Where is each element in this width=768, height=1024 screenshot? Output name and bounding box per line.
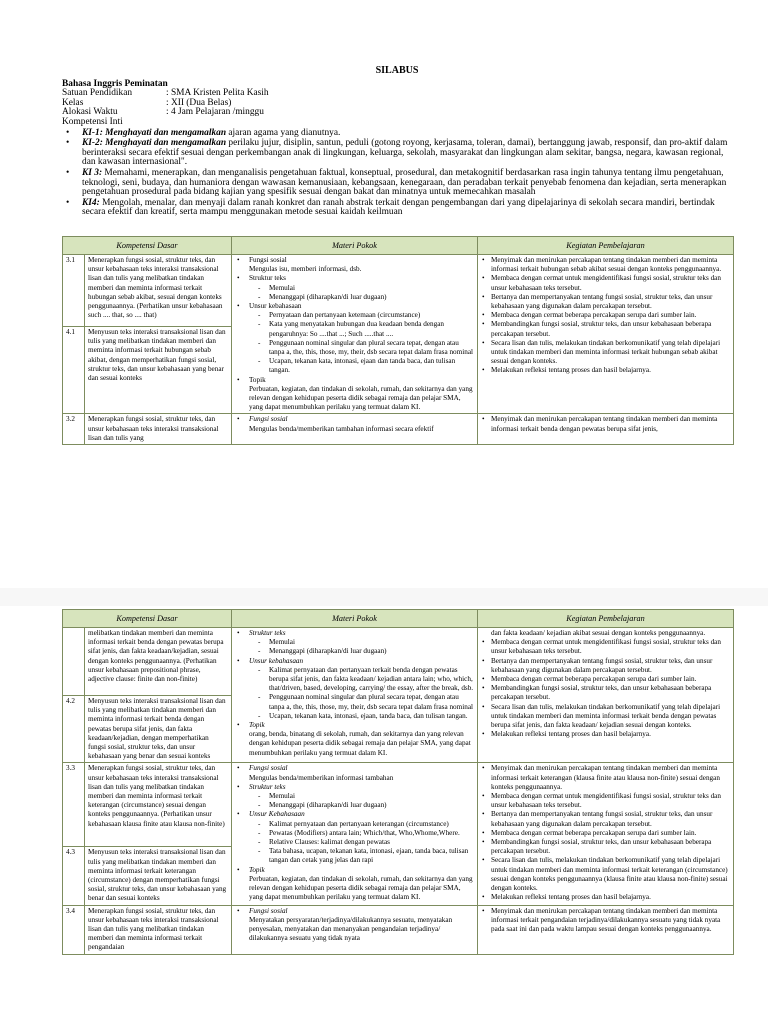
bullet-icon: •: [482, 730, 485, 739]
bullet-icon: •: [482, 292, 485, 301]
ki-text: Mengolah, menalar, dan menyaji dalam ranah konkret dan ranah abstrak terkait dengan pengembangan dari yang dipelajarinya di sekolah secara mandiri, bertindak secara efektif dan kreatif, serta mampu menggunakan metode sesuai kaidah keilmuan: [82, 197, 715, 218]
bullet-icon: •: [482, 702, 485, 711]
mp-text: Perbuatan, kegiatan, dan tindakan di sekolah, rumah, dan sekitarnya dan yang relevan dengan kehidupan peserta didik sebagai remaja dan pelajar SMA, yang dapat menumbuhkan perilaku yang termuat dalam KI.: [249, 384, 473, 412]
info-row: [62, 89, 732, 99]
info-key: Alokasi Waktu: [62, 107, 118, 118]
kd-text: Menyusun teks interaksi transaksional lisan dan tulis yang melibatkan tindakan memberi dan meminta informasi terkait keterangan (circumstance) dengan memperhatikan fungsi sosial, struktur teks, dan unsur kebahasaan yang benar dan sesuai konteks: [85, 847, 232, 905]
header-kompetensi-dasar: Kompetensi Dasar: [63, 610, 232, 628]
mp-title: Fungsi sosial: [249, 764, 288, 773]
ki-bold: :: [96, 197, 100, 208]
kd-text: Menerapkan fungsi sosial, struktur teks, dan unsur kebahasaan teks interaksi transaksional lisan dan tulis yang melibatkan tindakan memberi dan meminta informasi terkait keterangan (circumstance) sesuai dengan konteks penggunaannya. (Perhatikan unsur kebahasaan klausa finite atau klausa non-finite): [85, 763, 232, 847]
table-row: [63, 414, 734, 445]
kp-item: [481, 293, 730, 311]
mp-sub-item: [249, 357, 474, 375]
table-header-row: [63, 610, 734, 628]
kp-text: Menyimak dan menirukan percakapan tentang tindakan memberi dan meminta informasi terkait pengandaian terjadinya/dilakukannya sesuatu yang tidak nyata pada saat ini dan pada waktu lampau sesuai dengan konteks penggunaannya.: [491, 906, 721, 934]
info-key: Satuan Pendidikan: [62, 88, 133, 99]
bullet-icon: •: [237, 656, 240, 665]
mp-sub-text: Pernyataan dan pertanyaan ketemaan (circumstance): [269, 311, 421, 320]
table-row: [63, 255, 734, 327]
kp-item: [481, 730, 730, 739]
subject-title: Bahasa Inggris Peminatan: [62, 78, 168, 89]
ki-text: perilaku jujur, disiplin, santun, peduli (gotong royong, kerjasama, toleran, damai), bertanggung jawab, responsif, dan pro-aktif dalam berinteraksi secara efektif sesuai dengan perkembangan anak di lingkungan, keluarga, sekolah, masyarakat dan lingkungan alam sekitar, bangsa, negara, kawasan regional, dan kawasan internasional".: [82, 138, 728, 168]
mp-item: [235, 721, 474, 758]
mp-sub-text: Penggunaan nominal singular dan plural secara tepat, dengan atau tanpa a, the, this, those, my, their, dsb secara tepat dalam frasa nominal: [269, 338, 474, 357]
bullet-icon: •: [237, 256, 240, 264]
kp-text: Melakukan refleksi tentang proses dan hasil belajarnya.: [491, 893, 651, 902]
kp-item: [481, 320, 730, 338]
ki-label: KI 3: [82, 167, 99, 178]
kp-text: Secara lisan dan tulis, melakukan tindakan berkomunikatif yang telah dipelajari untuk tindakan memberi dan meminta informasi terkait hubungan sebab akibat sesuai dengan konteks.: [491, 338, 721, 366]
table-header-row: [63, 237, 734, 255]
bullet-icon: •: [482, 838, 485, 847]
mp-title: Struktur teks: [249, 274, 286, 283]
kp-text: Membaca dengan cermat untuk mengidentifikasi fungsi sosial, struktur teks dan unsur kebahasaan teks tersebut.: [491, 638, 721, 656]
kegiatan-cell: [478, 414, 734, 445]
kp-text: Bertanya dan mempertanyakan tentang fungsi sosial, struktur teks, dan unsur kebahasaan yang digunakan dalam percakapan tersebut.: [491, 810, 713, 828]
bullet-icon: •: [237, 415, 240, 424]
dash-icon: -: [258, 838, 261, 847]
mp-item: [235, 376, 474, 413]
table-row: [63, 905, 734, 954]
bullet-icon: •: [66, 127, 70, 138]
ki-label: KI4: [82, 197, 97, 208]
header-materi-pokok: Materi Pokok: [232, 610, 478, 628]
mp-item: [235, 415, 474, 433]
bullet-icon: •: [482, 311, 485, 320]
kp-text: Membaca dengan cermat beberapa percakapan serupa dari sumber lain.: [491, 675, 697, 684]
kd-number: 4.1: [63, 327, 85, 414]
kp-item: [481, 311, 730, 320]
bullet-icon: •: [237, 764, 240, 773]
dash-icon: -: [258, 792, 261, 801]
bullet-icon: •: [66, 197, 70, 208]
dash-icon: -: [258, 320, 261, 329]
mp-title: Topik: [249, 375, 266, 384]
bullet-icon: •: [482, 675, 485, 684]
kp-text: Membandingkan fungsi sosial, struktur teks, dan unsur kebahasaan beberapa percakapan tersebut.: [491, 320, 712, 338]
kd-number: [63, 628, 85, 696]
header-kegiatan-pembelajaran: Kegiatan Pembelajaran: [478, 237, 734, 255]
mp-sub-item: [249, 293, 474, 302]
mp-item: [235, 629, 474, 657]
mp-sub-item: [249, 829, 474, 838]
page-gap: [0, 588, 768, 606]
bullet-icon: •: [482, 764, 485, 773]
kd-number: 3.1: [63, 255, 85, 327]
kp-item: [481, 829, 730, 838]
bullet-icon: •: [237, 810, 240, 819]
mp-sub-item: [249, 647, 474, 656]
bullet-icon: •: [237, 274, 240, 283]
kd-text: Menerapkan fungsi sosial, struktur teks, dan unsur kebahasaan teks interaksi transaksional lisan dan tulis yang melibatkan tindakan memberi dan meminta informasi terkait pengandaian: [85, 905, 232, 954]
mp-sub-text: Kalimat pernyataan dan pertanyaan terkait benda dengan pewatas berupa sifat jenis, dan fakta keadaan/ kejadian antara lain; who, which, that/driven, based, developing, carrying/ the essay, after the break, dsb.: [269, 665, 474, 693]
kp-item: [481, 415, 730, 433]
bullet-icon: •: [482, 828, 485, 837]
info-key: Kelas: [62, 97, 84, 108]
syllabus-header: [62, 66, 732, 218]
bullet-icon: •: [237, 782, 240, 791]
mp-sub-item: [249, 838, 474, 847]
mp-title: Topik: [249, 865, 265, 874]
dash-icon: -: [258, 638, 261, 647]
kd-number: 3.4: [63, 905, 85, 954]
mp-sub-item: [249, 801, 474, 810]
kp-item: [481, 792, 730, 810]
kp-item: [481, 684, 730, 702]
header-kompetensi-dasar: Kompetensi Dasar: [63, 237, 232, 255]
bullet-icon: •: [237, 721, 240, 730]
ki-text: Memahami, menerapkan, dan menganalisis pengetahuan faktual, konseptual, prosedural, dan metakognitif berdasarkan rasa ingin tahunya tentang ilmu pengetahuan, teknologi, seni, budaya, dan humaniora dengan wawasan kemanusiaan, kebangsaan, kenegaraan, dan peradaban terkait penyebab fenomena dan kejadian, serta menerapkan pengetahuan prosedural pada bidang kajian yang spesifik sesuai dengan bakat dan minatnya untuk memecahkan masalah: [82, 167, 727, 198]
mp-text: Mengulas benda/memberikan informasi tambahan: [249, 773, 394, 782]
mp-sub-text: Ucapan, tekanan kata, intonasi, ejaan, tanda baca, dan tulisan tangan.: [269, 711, 468, 720]
mp-title: Unsur kebahasaan: [249, 656, 304, 665]
kp-item: [481, 256, 730, 274]
bullet-icon: •: [66, 138, 70, 149]
bullet-icon: •: [482, 656, 485, 665]
kp-text: Bertanya dan mempertanyakan tentang fungsi sosial, struktur teks, dan unsur kebahasaan yang digunakan dalam percakapan tersebut.: [491, 292, 713, 311]
dash-icon: -: [258, 711, 261, 720]
dash-icon: -: [258, 647, 261, 656]
bullet-icon: •: [482, 366, 485, 375]
kp-item: [481, 838, 730, 856]
mp-sub-item: [249, 638, 474, 647]
kd-text: Menyusun teks interaksi transaksional lisan dan tulis yang melibatkan tindakan memberi dan meminta informasi terkait benda dengan pewatas berupa sifat jenis, dan fakta keadaan/kejadian, dengan memperhatikan fungsi sosial, struktur teks, dan unsur kebahasaan yang benar dan sesuai konteks: [85, 696, 232, 763]
kp-text: Membandingkan fungsi sosial, struktur teks, dan unsur kebahasaan beberapa percakapan tersebut.: [491, 838, 712, 856]
mp-sub-item: [249, 712, 474, 721]
mp-text: Mengulas isu, memberi informasi, dsb.: [249, 265, 362, 274]
kd-number: 4.2: [63, 696, 85, 763]
ki-item: [62, 169, 732, 198]
bullet-icon: •: [482, 256, 485, 264]
bullet-icon: •: [237, 906, 240, 915]
bullet-icon: •: [482, 684, 485, 693]
mp-title: Struktur teks: [249, 629, 286, 637]
mp-sub-item: [249, 666, 474, 694]
kp-text: Melakukan refleksi tentang proses dan hasil belajarnya.: [491, 366, 651, 375]
syllabus-table-2: [62, 609, 734, 955]
kp-item: [481, 638, 730, 656]
mp-sub-text: Tata bahasa, ucapan, tekanan kata, intonasi, ejaan, tanda baca, tulisan tangan dan cetak yang jelas dan rapi: [269, 847, 469, 865]
ki-text: ajaran agama yang dianutnya.: [226, 127, 341, 138]
mp-text: Menyatakan persyaratan/terjadinya/dilakukannya sesuatu, menyatakan penyesalan, menyatakan dan menanyakan pengandaian terjadinya/ dilakukannya sesuatu yang tidak nyata: [249, 915, 453, 943]
bullet-icon: •: [482, 893, 485, 902]
kp-item: [481, 907, 730, 935]
bullet-icon: •: [237, 865, 240, 874]
mp-item: [235, 302, 474, 376]
mp-title: Fungsi sosial: [249, 415, 288, 424]
kp-item: [481, 675, 730, 684]
ki-label: KI-1: [82, 127, 100, 138]
mp-title: Unsur kebahasaan: [249, 302, 302, 311]
mp-sub-text: Kalimat pernyataan dan pertanyaan keterangan (circumstance): [269, 819, 449, 828]
mp-sub-text: Menanggapi (diharapkan/di luar dugaan): [269, 647, 387, 656]
ki-item: [62, 129, 732, 139]
mp-sub-item: [249, 339, 474, 357]
materi-pokok-cell: [232, 763, 478, 905]
mp-sub-text: Kata yang menyatakan hubungan dua keadaan benda dengan pengaruhnya: So ....that ...; Such .....that ....: [269, 320, 445, 338]
dash-icon: -: [258, 828, 261, 837]
materi-pokok-cell: [232, 628, 478, 763]
kp-item: [481, 703, 730, 731]
kp-text: Membaca dengan cermat untuk mengidentifikasi fungsi sosial, struktur teks dan unsur kebahasaan teks tersebut.: [491, 792, 721, 810]
kp-item: [481, 856, 730, 893]
kegiatan-cell: [478, 628, 734, 763]
mp-item: [235, 783, 474, 811]
table-row: [63, 628, 734, 696]
kegiatan-cell: [478, 763, 734, 905]
kp-text: Menyimak dan menirukan percakapan tentang tindakan memberi dan meminta informasi terkait hubungan sebab akibat sesuai dengan konteks penggunaannya.: [491, 256, 722, 274]
ki-item: [62, 199, 732, 218]
ki-label: KI-2: [82, 138, 100, 149]
info-row: [62, 99, 732, 109]
mp-sub-item: [249, 320, 474, 338]
kp-text: Secara lisan dan tulis, melakukan tindakan berkomunikatif yang telah dipelajari untuk tindakan memberi dan meminta informasi terkait keterangan (circumstance) sesuai dengan konteks penggunaannya (klausa finite atau klausa non-finite) sesuai dengan konteks.: [491, 856, 728, 893]
kp-item: [481, 366, 730, 375]
mp-title: Struktur teks: [249, 782, 286, 791]
bullet-icon: •: [237, 302, 240, 311]
dash-icon: -: [258, 283, 261, 292]
info-value: : 4 Jam Pelajaran /minggu: [166, 107, 264, 118]
ki-bold: : Menghayati dan mengamalkan: [99, 127, 227, 138]
dash-icon: -: [258, 357, 261, 366]
mp-item: [235, 274, 474, 302]
header-materi-pokok: Materi Pokok: [232, 237, 478, 255]
mp-title: Fungsi sosial: [249, 906, 288, 915]
kp-item: [481, 893, 730, 902]
mp-sub-text: Relative Clauses: kalimat dengan pewatas: [269, 838, 390, 847]
mp-sub-item: [249, 847, 474, 865]
mp-sub-text: Memulai: [269, 283, 295, 292]
bullet-icon: •: [66, 167, 70, 178]
table-row: [63, 763, 734, 847]
info-value: : XII (Dua Belas): [166, 97, 232, 108]
ki-bold: :: [98, 167, 103, 178]
kd-text: Menyusun teks interaksi transaksional lisan dan tulis yang melibatkan tindakan memberi dan meminta informasi terkait hubungan sebab akibat, dengan memperhatikan fungsi sosial, struktur teks, dan unsur kebahasaan yang benar dan sesuai konteks: [85, 327, 232, 414]
kp-text: Menyimak dan menirukan percakapan tentang tindakan memberi dan meminta informasi terkait keterangan (klausa finite atau klausa non-finite) sesuai dengan konteks penggunaannya.: [491, 764, 720, 791]
dash-icon: -: [258, 311, 261, 320]
mp-item: [235, 907, 474, 944]
kd-number: 3.3: [63, 763, 85, 847]
mp-text: orang, benda, binatang di sekolah, rumah, dan sekitarnya dan yang relevan dengan kehidupan peserta didik sebagai remaja dan pelajar SMA, yang dapat menumbuhkan perilaku yang termuat dalam KI.: [249, 730, 471, 757]
ki-item: [62, 139, 732, 168]
kp-text: Menyimak dan menirukan percakapan tentang tindakan memberi dan meminta informasi terkait benda dengan pewatas berupa sifat jenis,: [491, 415, 718, 433]
kp-text: Bertanya dan mempertanyakan tentang fungsi sosial, struktur teks, dan unsur kebahasaan yang digunakan dalam percakapan tersebut.: [491, 656, 713, 674]
mp-text: Mengulas benda/memberikan tambahan informasi secara efektif: [249, 424, 434, 433]
ki-heading: Kompetensi Inti: [62, 116, 123, 127]
dash-icon: -: [258, 801, 261, 810]
kp-item: [481, 810, 730, 828]
kd-text: melibatkan tindakan memberi dan meminta informasi terkait benda dengan pewatas berupa sifat jenis, dan fakta keadaan/kejadian, sesuai dengan konteks penggunaannya. (Perhatikan unsur kebahasaan prepositional phrase, adjective clause: finite dan non-finite): [85, 628, 232, 696]
mp-title: Unsur Kebahasaan: [249, 810, 305, 819]
mp-sub-item: [249, 693, 474, 711]
bullet-icon: •: [482, 906, 485, 915]
kp-text: Membaca dengan cermat beberapa percakapan serupa dari sumber lain.: [491, 828, 697, 837]
kd-number: 3.2: [63, 414, 85, 445]
dash-icon: -: [258, 292, 261, 301]
dash-icon: -: [258, 819, 261, 828]
page-title: SILABUS: [375, 65, 419, 76]
mp-item: [235, 657, 474, 721]
bullet-icon: •: [482, 856, 485, 865]
kp-text: Membaca dengan cermat untuk mengidentifikasi fungsi sosial, struktur teks dan unsur kebahasaan teks tersebut.: [491, 274, 721, 292]
mp-sub-item: [249, 284, 474, 293]
syllabus-table-1: [62, 236, 734, 445]
dash-icon: -: [258, 665, 261, 674]
mp-sub-text: Penggunaan nominal singular dan plural secara tepat, dengan atau tanpa a, the, this, those, my, their, dsb secara tepat dalam frasa nominal: [269, 693, 474, 711]
kp-text: Membaca dengan cermat beberapa percakapan serupa dari sumber lain.: [491, 311, 697, 320]
kp-item: [481, 274, 730, 292]
mp-item: [235, 810, 474, 865]
materi-pokok-cell: [232, 905, 478, 954]
mp-sub-text: Menanggapi (diharapkan/di luar dugaan): [269, 292, 387, 301]
dash-icon: -: [258, 693, 261, 702]
info-row: [62, 108, 732, 118]
kp-text: Secara lisan dan tulis, melakukan tindakan berkomunikatif yang telah dipelajari untuk tindakan memberi dan meminta informasi terkait benda dengan pewatas berupa sifat jenis, dan fakta keadaan/ kejadian sesuai dengan konteks.: [491, 702, 721, 730]
mp-item: [235, 764, 474, 782]
kp-lead: dan fakta keadaan/ kejadian akibat sesuai dengan konteks penggunaannya.: [491, 629, 706, 637]
dash-icon: -: [258, 847, 261, 856]
mp-title: Topik: [249, 721, 265, 730]
bullet-icon: •: [482, 320, 485, 329]
dash-icon: -: [258, 338, 261, 347]
kp-text: Melakukan refleksi tentang proses dan hasil belajarnya.: [491, 730, 651, 739]
ki-bold: : Menghayati dan mengamalkan: [99, 138, 227, 149]
mp-sub-text: Ucapan, tekanan kata, intonasi, ejaan dan tanda baca, dan tulisan tangan.: [269, 357, 456, 375]
kp-text: Membandingkan fungsi sosial, struktur teks, dan unsur kebahasaan beberapa percakapan tersebut.: [491, 684, 712, 702]
mp-title: Fungsi sosial: [249, 256, 287, 264]
mp-text: Perbuatan, kegiatan, dan tindakan di sekolah, rumah, dan sekitarnya dan yang relevan dengan kehidupan peserta didik sebagai remaja dan pelajar SMA, yang dapat menumbuhkan perilaku yang termuat dalam KI.: [249, 874, 473, 902]
info-value: : SMA Kristen Pelita Kasih: [166, 88, 269, 99]
materi-pokok-cell: [232, 414, 478, 445]
header-kegiatan-pembelajaran: Kegiatan Pembelajaran: [478, 610, 734, 628]
kegiatan-cell: [478, 255, 734, 414]
kd-text: Menerapkan fungsi sosial, struktur teks, dan unsur kebahasaan teks interaksi transaksional lisan dan tulis yang: [85, 414, 232, 445]
bullet-icon: •: [237, 629, 240, 637]
bullet-icon: •: [482, 638, 485, 647]
kp-item: [481, 657, 730, 675]
bullet-icon: •: [237, 375, 240, 384]
mp-sub-text: Pewatas (Modifiers) antara lain; Which/that, Who,Whome,Where.: [269, 828, 460, 837]
mp-item: [235, 866, 474, 903]
mp-sub-item: [249, 311, 474, 320]
kegiatan-cell: [478, 905, 734, 954]
kd-number: 4.3: [63, 847, 85, 905]
bullet-icon: •: [482, 792, 485, 801]
mp-sub-text: Memulai: [269, 792, 295, 801]
kp-item: [481, 764, 730, 792]
kp-item: [481, 339, 730, 367]
kd-text: Menerapkan fungsi sosial, struktur teks, dan unsur kebahasaan teks interaksi transaksional lisan dan tulis yang melibatkan tindakan memberi dan meminta informasi terkait hubungan sebab akibat, sesuai dengan konteks penggunaannya. (Perhatikan unsur kebahasaan such .... that, so .... that): [85, 255, 232, 327]
materi-pokok-cell: [232, 255, 478, 414]
mp-sub-text: Menanggapi (diharapkan/di luar dugaan): [269, 801, 387, 810]
mp-sub-text: Memulai: [269, 638, 295, 647]
bullet-icon: •: [482, 274, 485, 283]
mp-sub-item: [249, 792, 474, 801]
mp-sub-item: [249, 820, 474, 829]
mp-item: [235, 256, 474, 274]
bullet-icon: •: [482, 338, 485, 347]
bullet-icon: •: [482, 415, 485, 424]
bullet-icon: •: [482, 810, 485, 819]
